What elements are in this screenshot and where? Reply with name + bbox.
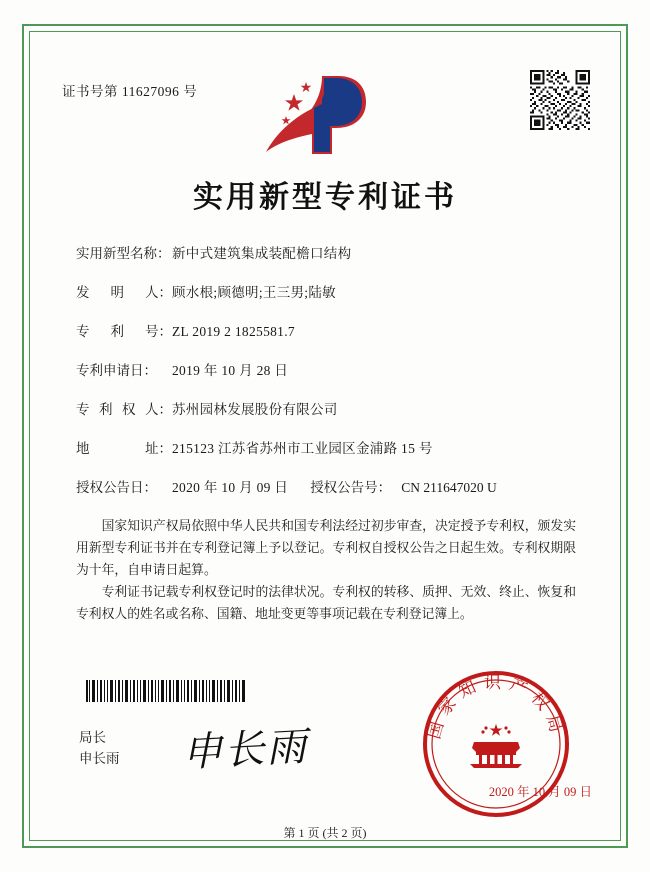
field-value: 苏州园林发展股份有限公司 [172,402,338,418]
field-label-char: 明 [110,285,124,301]
legal-text-block [76,515,576,625]
field-row-address [76,440,576,458]
field-row-inventor [76,284,576,302]
field-label: 实用新型名称： [76,246,171,261]
barcode [86,680,246,702]
fields-list [76,245,576,518]
field-label-char: 专 [76,324,90,340]
field-label-char: 人： [145,402,172,418]
field-row-application-date [76,362,576,380]
field-label: 专利申请日： [76,363,157,379]
field-label: 授权公告日： [76,480,157,496]
field-label-char: 利 [99,402,113,418]
field-label-char: 址： [145,441,172,457]
field-sub-value: CN 211647020 U [401,480,497,496]
seal-date: 2020 年 10 月 09 日 [488,785,592,799]
field-row-grant-announcement [76,479,576,497]
svg-text:国家知识产权局: 国家知识产权局 [424,673,568,742]
field-value: 2020 年 10 月 09 日 [172,480,289,496]
field-label-char: 地 [76,441,90,457]
field-value: 2019 年 10 月 28 日 [172,363,289,379]
qr-code [530,70,590,130]
cnipa-logo-icon [262,72,388,158]
field-row-patentee [76,401,576,419]
field-label-char: 利 [110,324,124,340]
field-label-char: 号： [145,324,172,340]
field-label [76,401,172,419]
field-sub-label: 授权公告号： [310,480,392,496]
field-label-char: 发 [76,285,90,301]
field-value: ZL 2019 2 1825581.7 [172,324,295,340]
director-block [79,728,120,770]
field-value: 新中式建筑集成装配檐口结构 [172,246,352,261]
legal-paragraph-1: 国家知识产权局依照中华人民共和国专利法经过初步审查，决定授予专利权，颁发实用新型专利证书并在专利登记簿上予以登记。专利权自授权公告之日起生效。专利权期限为十年，自申请日起算。 [76,519,576,577]
certificate-number: 证书号第 11627096 号 [62,84,198,99]
legal-paragraph-2: 专利证书记载专利权登记时的法律状况。专利权的转移、质押、无效、终止、恢复和专利权人的姓名或名称、国籍、地址变更等事项记载在专利登记簿上。 [76,585,576,621]
page-title: 实用新型专利证书 [193,181,457,214]
director-name: 申长雨 [79,750,120,766]
field-row-patent-number [76,323,576,341]
field-label-char: 权 [122,402,136,418]
field-label [76,323,172,341]
field-value: 顾水根;顾德明;王三男;陆敏 [172,285,336,301]
field-label-char: 人： [145,285,172,301]
page-number: 第 1 页 (共 2 页) [283,826,367,840]
field-row-invention-name [76,245,576,263]
field-label-char: 专 [76,402,90,418]
field-label [76,284,172,302]
field-value: 215123 江苏省苏州市工业园区金浦路 15 号 [172,441,433,457]
field-label [76,440,172,458]
handwritten-signature: 申长雨 [181,723,310,776]
director-label: 局长 [79,730,106,745]
